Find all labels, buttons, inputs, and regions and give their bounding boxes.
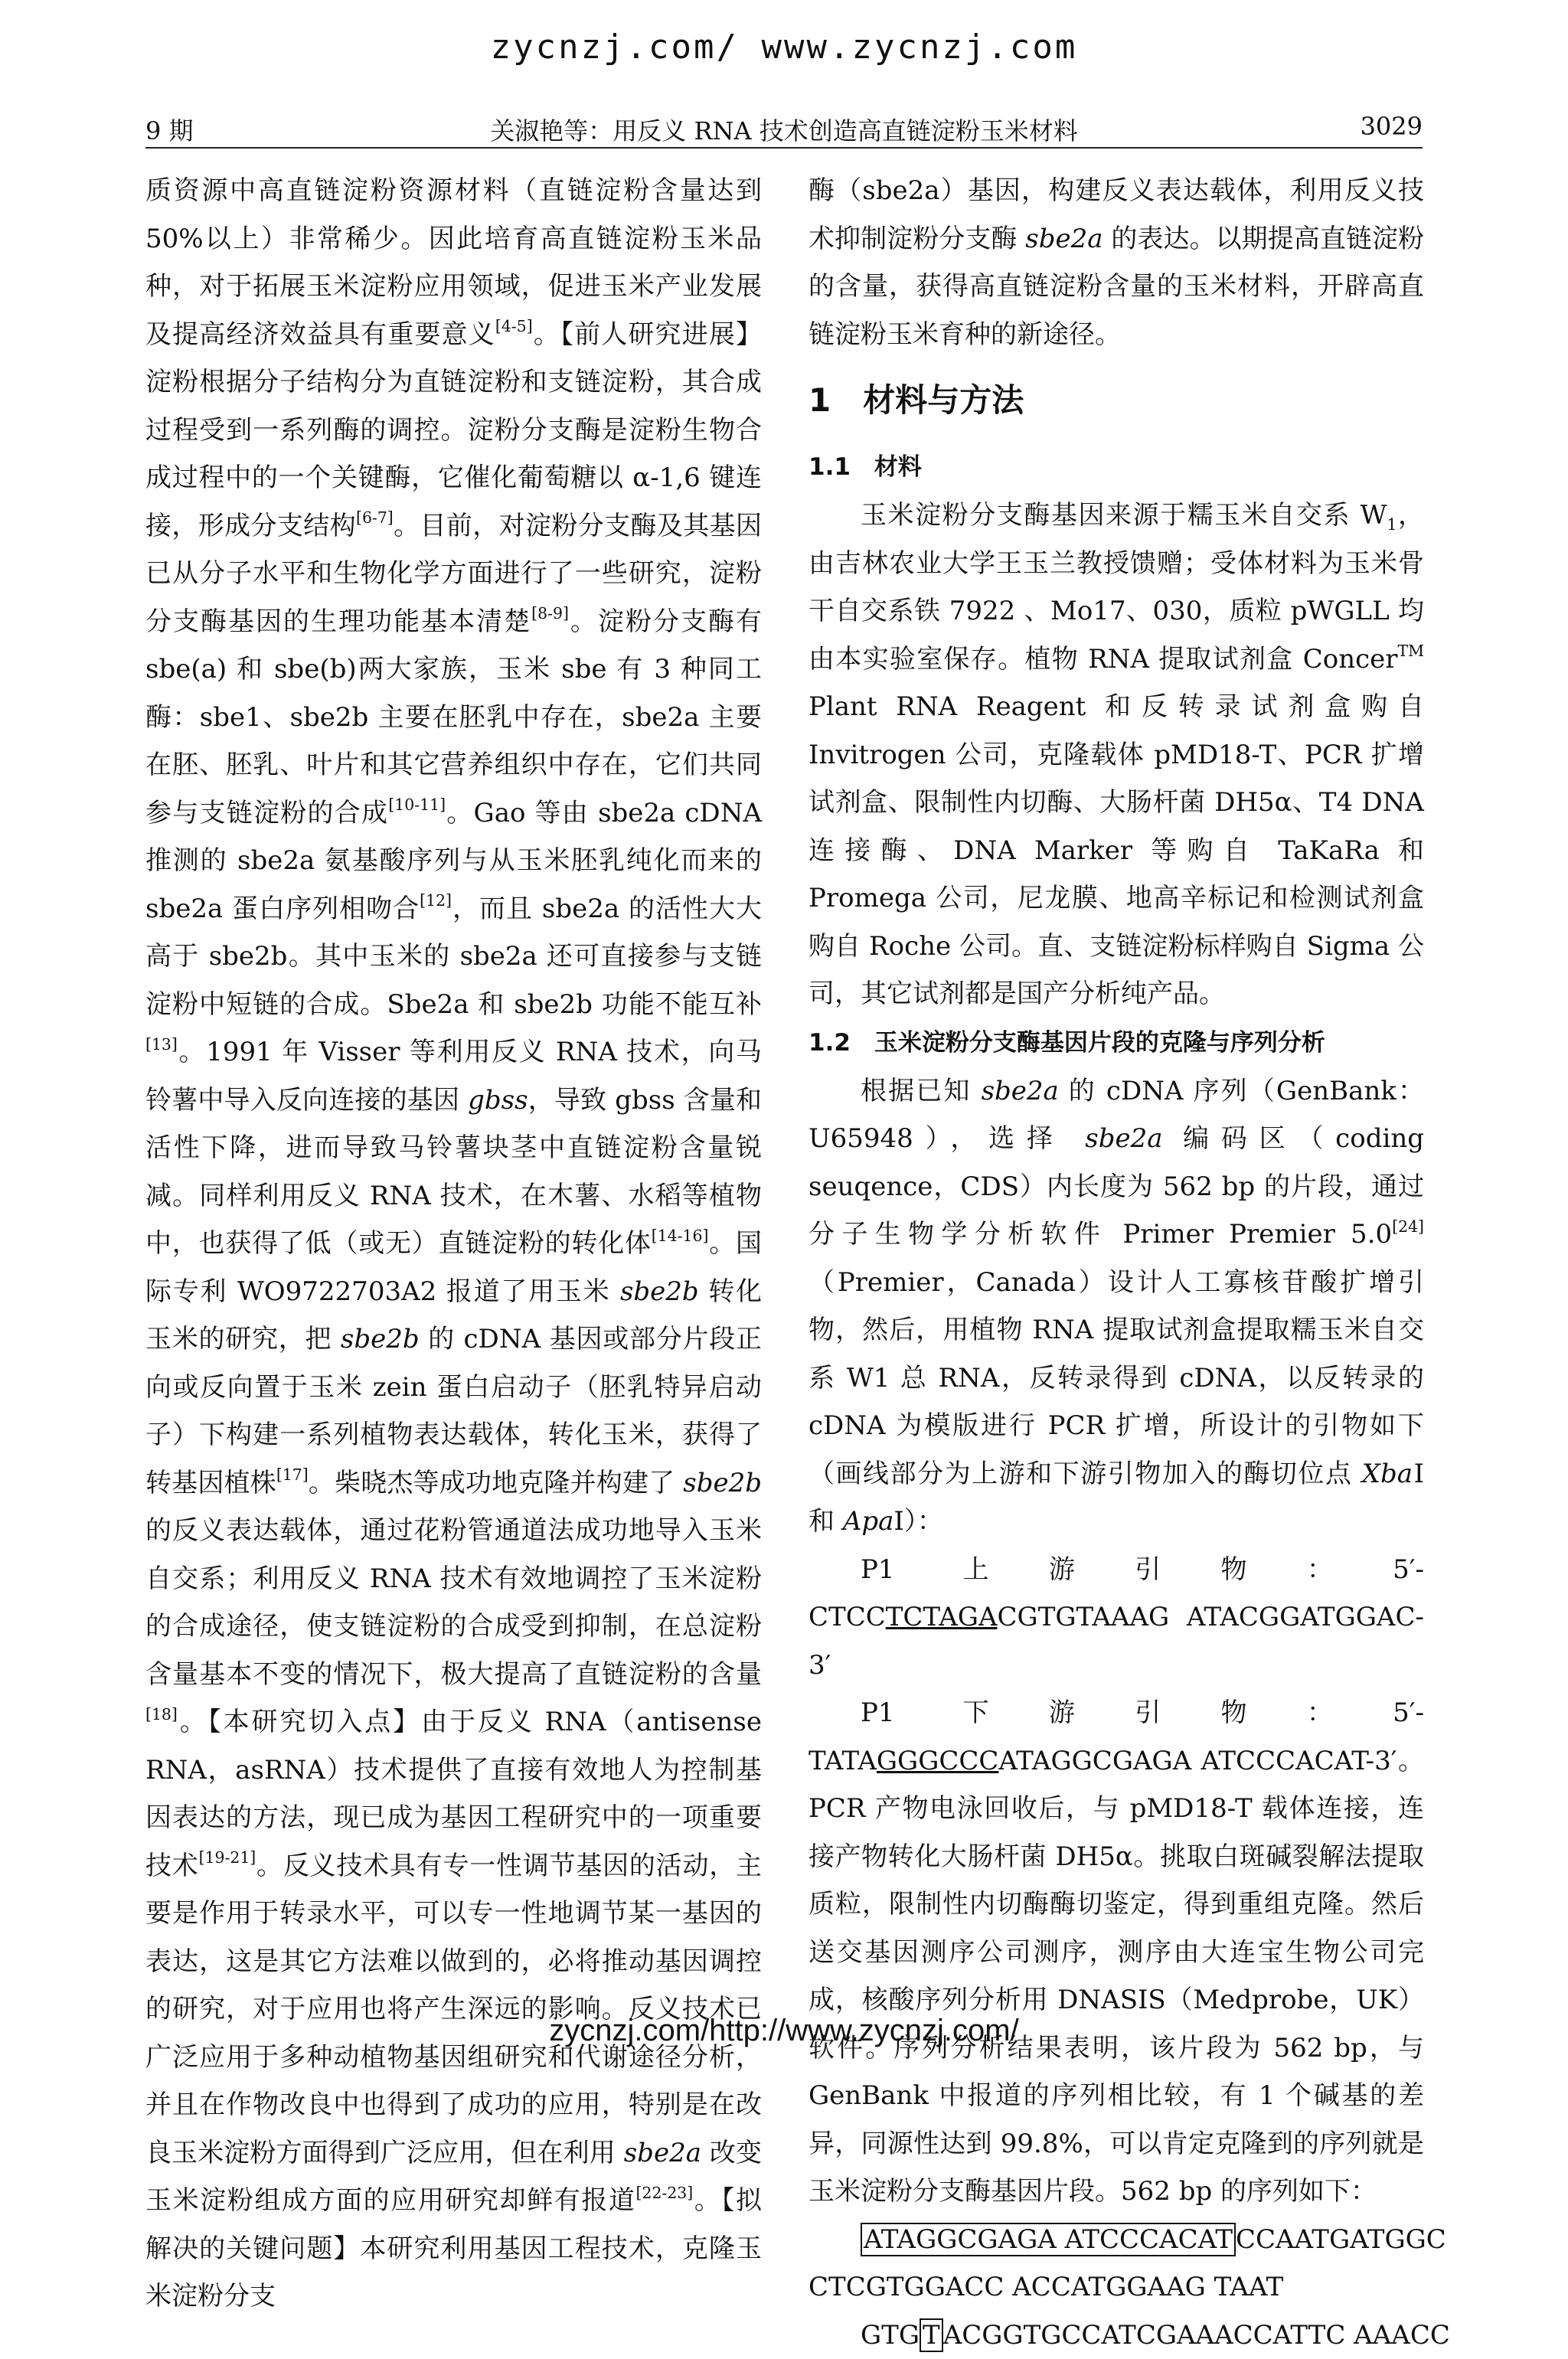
- text-run: 。反义技术具有专一性调节基因的活动，主要是作用于转录水平，可以专一性地调节某一基因的表达，这是其它方法难以做到的，必将推动基因调控的研究，对于应用也将产生深远的影响。反义技术已广泛应用于多种动植物基因组研究和代谢途径分析，并且在作物改良中也得到了成功的应用，特别是在改良玉米淀粉方面得到广泛应用，但在利用: [145, 1851, 762, 2168]
- sequence-text: ACGGTGCCATCGAAACCATTC AAACC: [943, 2320, 1450, 2351]
- text-run: 。1991 年 Visser 等利用反义 RNA 技术，向马铃薯中导入反向连接的基因: [145, 1037, 762, 1116]
- page-number: 3029: [1361, 112, 1423, 141]
- text-run: 。淀粉分支酶有 sbe(a) 和 sbe(b)两大家族，玉米 sbe 有 3 种同工酶：sbe1、sbe2b 主要在胚乳中存在，sbe2a 主要在胚、胚乳、叶片和其它营养组织中存在，它们共同参与支链淀粉的合成: [145, 606, 762, 828]
- sequence-line-1: [808, 2216, 1424, 2264]
- intro-continuation: [808, 167, 1424, 358]
- citation: [24]: [1392, 1217, 1424, 1236]
- citation: [17]: [276, 1465, 309, 1484]
- text-run: Ⅰ和: [808, 1459, 1424, 1537]
- text-run: 的表达。以期提高直链淀粉的含量，获得高直链淀粉含量的玉米材料，开辟高直链淀粉玉米育种的新途径。: [808, 224, 1424, 350]
- citation: [18]: [145, 1705, 178, 1724]
- citation: [10-11]: [388, 796, 446, 814]
- subsection-heading: 1.1 材料: [808, 443, 1424, 492]
- text-run: 。【本研究切入点】由于反义 RNA（antisense RNA，asRNA）技术提供了直接有效地人为控制基因表达的方法，现已成为基因工程研究中的一项重要技术: [145, 1707, 762, 1881]
- gene-name: sbe2a: [982, 1076, 1059, 1106]
- text-run: ，导致 gbss 含量和活性下降，进而导致马铃薯块茎中直链淀粉含量锐减。同样利用反义 RNA 技术，在木薯、水稻等植物中，也获得了低（或无）直链淀粉的转化体: [145, 1085, 762, 1260]
- gene-name: sbe2a: [1085, 1123, 1162, 1154]
- text-run: 。目前，对淀粉分支酶及其基因已从分子水平和生物化学方面进行了一些研究，淀粉分支酶基因的生理功能基本清楚: [145, 511, 762, 637]
- gene-name: sbe2b: [341, 1324, 420, 1354]
- gene-name: sbe2a: [624, 2138, 701, 2168]
- methods-paragraph: [808, 1067, 1424, 1546]
- text-run: 质资源中高直链淀粉资源材料（直链淀粉含量达到 50%以上）非常稀少。因此培育高直链淀粉玉米品种，对于拓展玉米淀粉应用领域，促进玉米产业发展及提高经济效益具有重要意义: [145, 175, 762, 350]
- citation: [6-7]: [356, 508, 394, 527]
- text-run: ，由吉林农业大学王玉兰教授馈赠；受体材料为玉米骨干自交系铁 7922 、Mo17、030，质粒 pWGLL 均由本实验室保存。植物 RNA 提取试剂盒 Concer: [808, 500, 1424, 675]
- citation: [12]: [420, 891, 452, 910]
- sequence-line-3: [808, 2312, 1424, 2359]
- left-column: [145, 167, 762, 2321]
- restriction-site: TCTAGA: [886, 1602, 998, 1632]
- gene-name: sbe2b: [620, 1276, 699, 1307]
- enzyme-name: Xba: [1362, 1459, 1413, 1489]
- text-run: 。【拟解决的关键问题】本研究利用基因工程技术，克隆玉米淀粉分支: [145, 2185, 762, 2312]
- text-run: P1 下游引物：5′-TATA: [808, 1697, 1424, 1776]
- text-run: （Premier，Canada）设计人工寡核苷酸扩增引物，然后，用植物 RNA 提取试剂盒提取糯玉米自交系 W1 总 RNA，反转录得到 cDNA，以反转录的 cDNA 为模版进行 PCR 扩增，所设计的引物如下（画线部分为上游和下游引物加入的酶切位点: [808, 1267, 1424, 1489]
- text-run: P1 上游引物：5′-CTCC: [808, 1554, 1424, 1633]
- sequence-text: GTG: [861, 2320, 920, 2351]
- text-run: 根据已知: [861, 1076, 982, 1106]
- text-run: 。柴晓杰等成功地克隆并构建了: [309, 1468, 684, 1498]
- text-run: 改变玉米淀粉组成方面的应用研究却鲜有报道: [145, 2138, 762, 2217]
- subscript: 1: [1387, 515, 1396, 534]
- sequence-text: CCAATGATGGC: [1236, 2224, 1446, 2255]
- text-run: 。国际专利 WO9722703A2 报道了用玉米: [145, 1228, 762, 1307]
- text-run: 玉米淀粉分支酶基因来源于糯玉米自交系 W: [861, 500, 1387, 531]
- gene-name: gbss: [468, 1085, 528, 1116]
- primer-upstream: [808, 1546, 1424, 1690]
- intro-paragraph: [145, 167, 762, 2321]
- text-run: 的 cDNA 序列（GenBank：U65948），选择: [808, 1076, 1424, 1155]
- text-run: Plant RNA Reagent 和反转录试剂盒购自 Invitrogen 公司，克隆载体 pMD18-T、PCR 扩增试剂盒、限制性内切酶、大肠杆菌 DH5α、T4 DNA 连接酶、DNA Marker 等购自 TaKaRa 和 Promega 公司，尼龙膜、地高辛标记和检测试剂盒购自 Roche 公司。直、支链淀粉标样购自 Sigma 公司，其它试剂都是国产分析纯产品。: [808, 691, 1424, 1009]
- text-run: 。【前人研究进展】淀粉根据分子结构分为直链淀粉和支链淀粉，其合成过程受到一系列酶的调控。淀粉分支酶是淀粉生物合成过程中的一个关键酶，它催化葡萄糖以 α-1,6 键连接，形成分支结构: [145, 319, 762, 541]
- citation: [19-21]: [199, 1848, 256, 1867]
- issue-number: 9 期: [145, 112, 194, 147]
- citation: [8-9]: [531, 604, 569, 622]
- citation: [4-5]: [495, 317, 533, 335]
- boxed-base: T: [920, 2318, 943, 2352]
- text-run: 的反义表达载体，通过花粉管通道法成功地导入玉米自交系；利用反义 RNA 技术有效地调控了玉米淀粉的合成途径，使支链淀粉的合成受到抑制，在总淀粉含量基本不变的情况下，极大提高了直链淀粉的含量: [145, 1515, 762, 1690]
- text-run: 编码区（coding seuqence，CDS）内长度为 562 bp 的片段，通过分子生物学分析软件 Primer Premier 5.0: [808, 1123, 1424, 1250]
- primer-downstream: [808, 1689, 1424, 2216]
- running-header: [145, 109, 1423, 149]
- citation: [22-23]: [636, 2184, 694, 2202]
- text-run: 酶（sbe2a）基因，构建反义表达载体，利用反义技术抑制淀粉分支酶: [808, 175, 1424, 254]
- footer-watermark: zycnzj.com/http://www.zycnzj.com/: [0, 2014, 1568, 2048]
- text-run: 。PCR 产物电泳回收后，与 pMD18-T 载体连接，连接产物转化大肠杆菌 DH5α。挑取白斑碱裂解法提取质粒，限制性内切酶酶切鉴定，得到重组克隆。然后送交基因测序公司测序，测序由大连宝生物公司完成，核酸序列分析用 DNASIS（Medprobe，UK）软件。序列分析结果表明，该片段为 562 bp，与 GenBank 中报道的序列相比较，有 1 个碱基的差异，同源性达到 99.8%，可以肯定克隆到的序列就是玉米淀粉分支酶基因片段。562 bp 的序列如下：: [808, 1746, 1424, 2207]
- enzyme-name: Apa: [843, 1506, 894, 1537]
- text-run: ATAGGCGAGA ATCCCACAT-3′: [998, 1746, 1396, 1776]
- trademark: TM: [1398, 642, 1424, 660]
- gene-name: sbe2a: [1025, 224, 1102, 254]
- restriction-site: GGGCCC: [877, 1746, 999, 1776]
- text-run: 的 cDNA 基因或部分片段正向或反向置于玉米 zein 蛋白启动子（胚乳特异启动子）下构建一系列植物表达载体，转化玉米，获得了转基因植株: [145, 1324, 762, 1498]
- text-run: 转化玉米的研究，把: [145, 1276, 762, 1355]
- text-run: Ⅰ）：: [893, 1506, 942, 1537]
- watermark-top: zycnzj.com/ www.zycnzj.com: [0, 28, 1568, 67]
- subsection-heading: 1.2 玉米淀粉分支酶基因片段的克隆与序列分析: [808, 1018, 1424, 1067]
- text-run: CGTGTAAAG ATACGGATGGAC-3′: [808, 1602, 1424, 1681]
- boxed-sequence: ATAGGCGAGA ATCCCACAT: [861, 2223, 1236, 2256]
- materials-paragraph: [808, 492, 1424, 1018]
- text-run: ，而且 sbe2a 的活性大大高于 sbe2b。其中玉米的 sbe2a 还可直接参与支链淀粉中短链的合成。Sbe2a 和 sbe2b 功能不能互补: [145, 894, 762, 1020]
- gene-name: sbe2b: [683, 1468, 762, 1498]
- running-title: 关淑艳等：用反义 RNA 技术创造高直链淀粉玉米材料: [145, 112, 1423, 147]
- section-heading: 1 材料与方法: [808, 358, 1424, 443]
- sequence-line-2: CTCGTGGACC ACCATGGAAG TAAT: [808, 2263, 1424, 2312]
- citation: [13]: [145, 1035, 178, 1054]
- text-run: 。Gao 等由 sbe2a cDNA 推测的 sbe2a 氨基酸序列与从玉米胚乳纯化而来的 sbe2a 蛋白序列相吻合: [145, 798, 762, 924]
- citation: [14-16]: [652, 1227, 709, 1245]
